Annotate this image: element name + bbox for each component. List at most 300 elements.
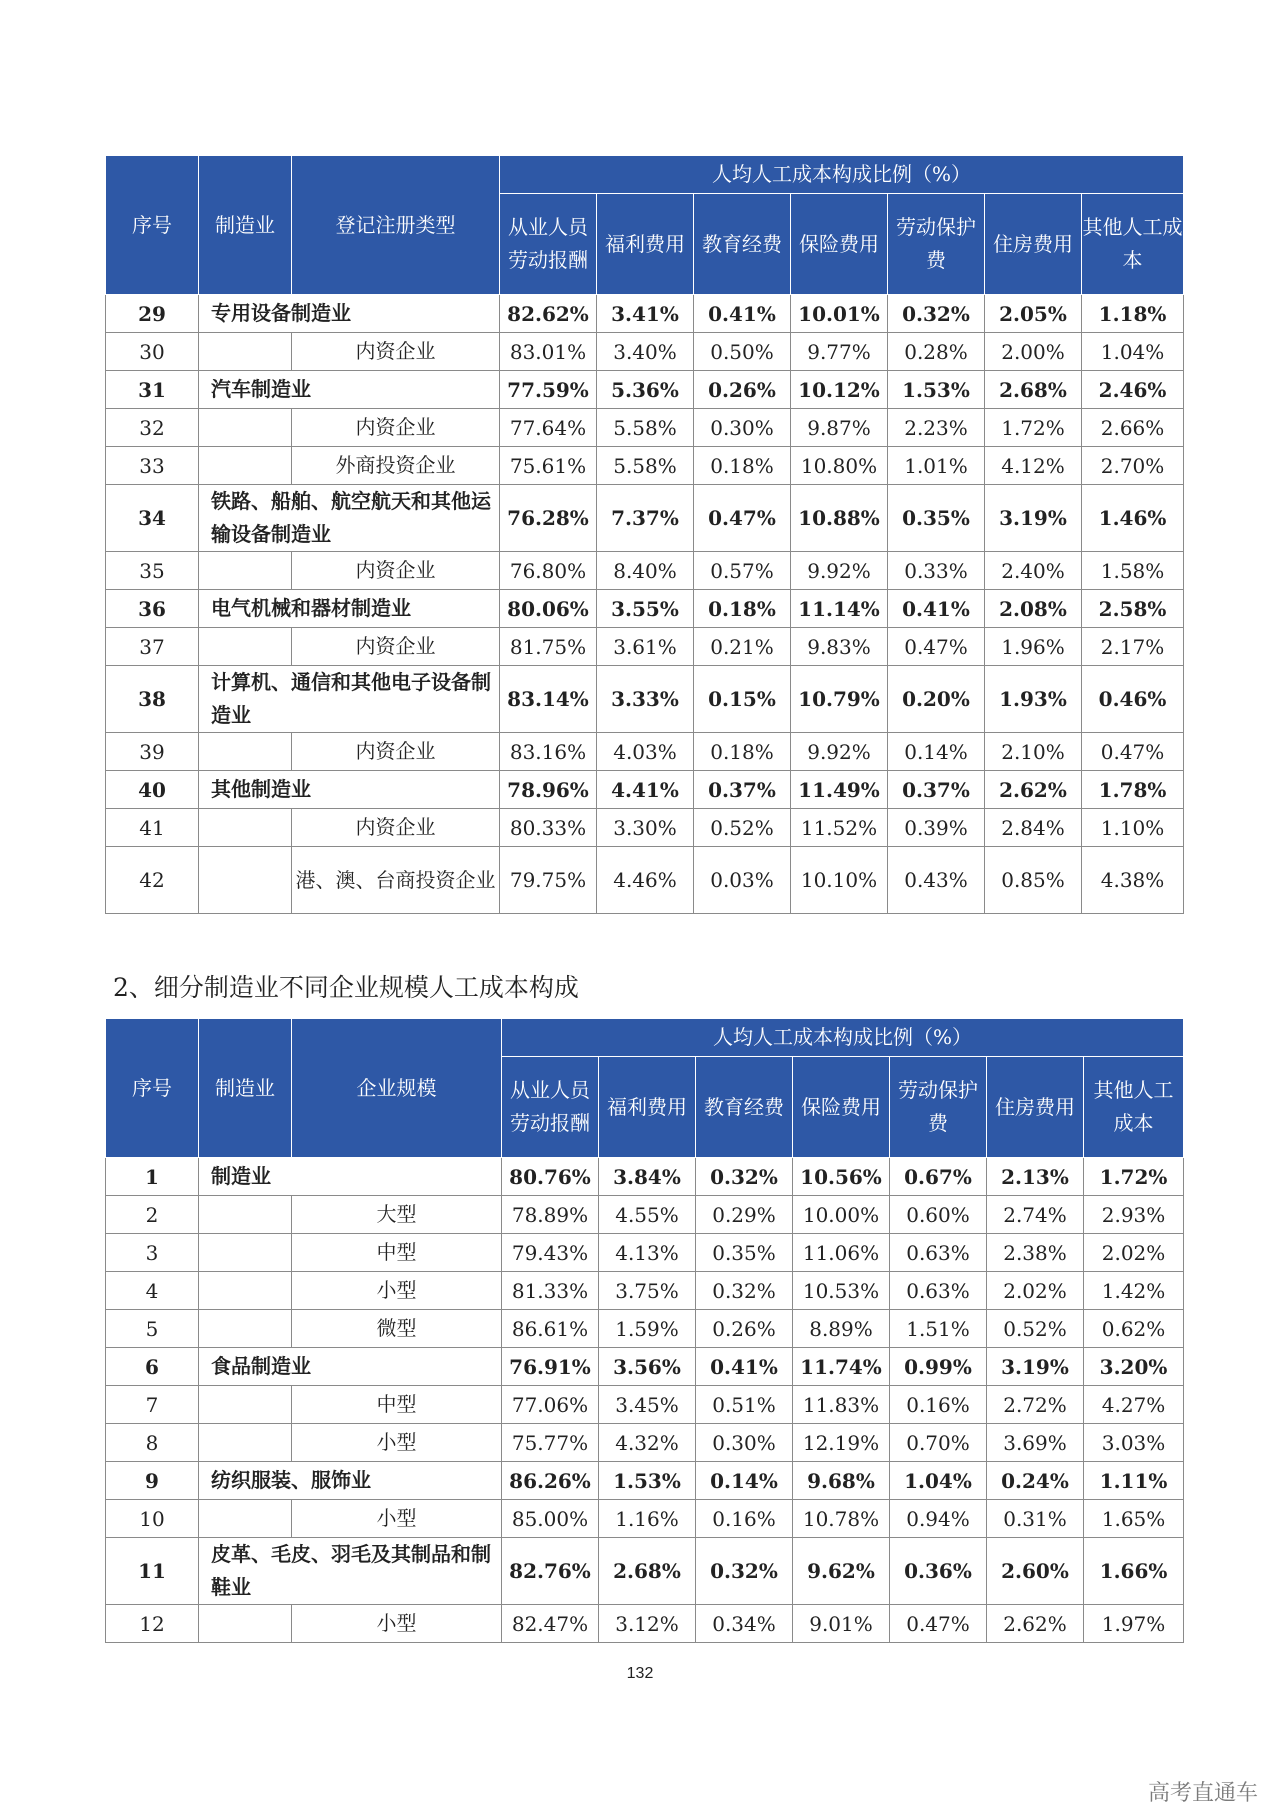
row-industry-blank [199, 733, 292, 771]
row-value: 0.46% [1082, 666, 1184, 733]
row-value: 4.13% [599, 1234, 696, 1272]
row-industry-blank [199, 809, 292, 847]
row-value: 78.96% [500, 771, 597, 809]
row-value: 2.02% [1084, 1234, 1184, 1272]
row-value: 2.17% [1082, 628, 1184, 666]
row-seq: 36 [106, 590, 199, 628]
row-value: 2.08% [985, 590, 1082, 628]
row-value: 1.51% [890, 1310, 987, 1348]
header-cost-ratio-group: 人均人工成本构成比例（%） [502, 1019, 1184, 1057]
row-value: 0.21% [694, 628, 791, 666]
row-seq: 41 [106, 809, 199, 847]
row-value: 0.37% [694, 771, 791, 809]
row-value: 0.15% [694, 666, 791, 733]
row-seq: 32 [106, 409, 199, 447]
row-type: 中型 [292, 1386, 502, 1424]
row-value: 83.01% [500, 333, 597, 371]
row-value: 1.01% [888, 447, 985, 485]
row-value: 3.12% [599, 1605, 696, 1643]
row-value: 10.56% [793, 1158, 890, 1196]
row-seq: 7 [106, 1386, 199, 1424]
row-value: 1.53% [888, 371, 985, 409]
row-seq: 3 [106, 1234, 199, 1272]
row-value: 0.47% [694, 485, 791, 552]
row-type: 中型 [292, 1234, 502, 1272]
row-value: 0.32% [696, 1538, 793, 1605]
row-value: 0.35% [888, 485, 985, 552]
row-value: 11.06% [793, 1234, 890, 1272]
row-value: 0.63% [890, 1234, 987, 1272]
row-value: 0.47% [890, 1605, 987, 1643]
row-type: 内资企业 [292, 809, 500, 847]
row-type: 小型 [292, 1605, 502, 1643]
row-industry-blank [199, 1272, 292, 1310]
header-registration-type: 登记注册类型 [292, 156, 500, 295]
row-value: 3.20% [1084, 1348, 1184, 1386]
table-row [106, 1310, 1184, 1348]
row-value: 3.33% [597, 666, 694, 733]
row-seq: 9 [106, 1462, 199, 1500]
row-value: 86.61% [502, 1310, 599, 1348]
row-value: 0.51% [696, 1386, 793, 1424]
row-seq: 10 [106, 1500, 199, 1538]
table-row [106, 447, 1184, 485]
table-row [106, 1234, 1184, 1272]
row-value: 0.03% [694, 847, 791, 914]
row-value: 1.11% [1084, 1462, 1184, 1500]
page-number: 132 [626, 1665, 654, 1682]
header-seq: 序号 [106, 1019, 199, 1158]
row-value: 0.37% [888, 771, 985, 809]
row-value: 80.76% [502, 1158, 599, 1196]
row-value: 1.72% [1084, 1158, 1184, 1196]
table-row [106, 771, 1184, 809]
row-value: 3.55% [597, 590, 694, 628]
row-value: 0.35% [696, 1234, 793, 1272]
row-value: 4.32% [599, 1424, 696, 1462]
row-seq: 6 [106, 1348, 199, 1386]
row-industry: 食品制造业 [199, 1348, 502, 1386]
row-value: 3.69% [987, 1424, 1084, 1462]
row-seq: 30 [106, 333, 199, 371]
row-value: 0.50% [694, 333, 791, 371]
row-industry-blank [199, 1234, 292, 1272]
header-col: 福利费用 [599, 1057, 696, 1158]
row-value: 0.24% [987, 1462, 1084, 1500]
row-value: 75.77% [502, 1424, 599, 1462]
labor-cost-by-size-table [105, 1018, 1184, 1643]
row-value: 0.18% [694, 590, 791, 628]
row-value: 4.55% [599, 1196, 696, 1234]
row-industry-blank [199, 409, 292, 447]
row-value: 0.57% [694, 552, 791, 590]
header-col: 住房费用 [987, 1057, 1084, 1158]
row-industry-blank [199, 1196, 292, 1234]
row-value: 1.04% [890, 1462, 987, 1500]
row-value: 0.41% [696, 1348, 793, 1386]
row-industry-blank [199, 628, 292, 666]
row-value: 1.46% [1082, 485, 1184, 552]
row-value: 9.83% [791, 628, 888, 666]
row-value: 5.36% [597, 371, 694, 409]
row-value: 81.75% [500, 628, 597, 666]
row-value: 81.33% [502, 1272, 599, 1310]
watermark: 高考直通车 [1147, 1781, 1258, 1806]
row-seq: 33 [106, 447, 199, 485]
row-value: 9.87% [791, 409, 888, 447]
header-col: 保险费用 [791, 194, 888, 295]
row-value: 1.66% [1084, 1538, 1184, 1605]
row-industry: 汽车制造业 [199, 371, 500, 409]
row-value: 2.40% [985, 552, 1082, 590]
row-value: 11.83% [793, 1386, 890, 1424]
row-value: 9.92% [791, 552, 888, 590]
table-row [106, 552, 1184, 590]
row-value: 0.99% [890, 1348, 987, 1386]
row-value: 4.38% [1082, 847, 1184, 914]
row-value: 3.40% [597, 333, 694, 371]
row-value: 1.16% [599, 1500, 696, 1538]
row-value: 9.68% [793, 1462, 890, 1500]
row-type: 外商投资企业 [292, 447, 500, 485]
row-value: 82.76% [502, 1538, 599, 1605]
table-row [106, 809, 1184, 847]
header-col: 劳动保护费 [890, 1057, 987, 1158]
row-industry: 制造业 [199, 1158, 502, 1196]
row-value: 10.78% [793, 1500, 890, 1538]
row-value: 10.79% [791, 666, 888, 733]
table-row [106, 1196, 1184, 1234]
row-value: 0.20% [888, 666, 985, 733]
row-value: 0.26% [696, 1310, 793, 1348]
row-value: 1.59% [599, 1310, 696, 1348]
row-value: 1.93% [985, 666, 1082, 733]
header-col: 教育经费 [694, 194, 791, 295]
row-industry: 计算机、通信和其他电子设备制造业 [199, 666, 500, 733]
table-row [106, 1424, 1184, 1462]
row-industry-blank [199, 1310, 292, 1348]
row-value: 1.18% [1082, 295, 1184, 333]
row-seq: 5 [106, 1310, 199, 1348]
header-col: 从业人员劳动报酬 [502, 1057, 599, 1158]
row-value: 77.64% [500, 409, 597, 447]
row-seq: 8 [106, 1424, 199, 1462]
row-value: 1.96% [985, 628, 1082, 666]
row-value: 75.61% [500, 447, 597, 485]
row-type: 内资企业 [292, 333, 500, 371]
row-value: 82.62% [500, 295, 597, 333]
header-col: 保险费用 [793, 1057, 890, 1158]
row-value: 0.14% [696, 1462, 793, 1500]
row-value: 2.38% [987, 1234, 1084, 1272]
row-industry-blank [199, 552, 292, 590]
row-type: 内资企业 [292, 733, 500, 771]
row-seq: 39 [106, 733, 199, 771]
row-value: 2.93% [1084, 1196, 1184, 1234]
row-value: 0.33% [888, 552, 985, 590]
row-seq: 34 [106, 485, 199, 552]
row-industry-blank [199, 847, 292, 914]
row-seq: 38 [106, 666, 199, 733]
row-value: 1.65% [1084, 1500, 1184, 1538]
row-value: 2.00% [985, 333, 1082, 371]
row-seq: 1 [106, 1158, 199, 1196]
row-seq: 29 [106, 295, 199, 333]
row-value: 10.80% [791, 447, 888, 485]
row-value: 3.61% [597, 628, 694, 666]
row-value: 11.49% [791, 771, 888, 809]
row-industry: 铁路、船舶、航空航天和其他运输设备制造业 [199, 485, 500, 552]
row-value: 3.41% [597, 295, 694, 333]
row-value: 12.19% [793, 1424, 890, 1462]
table-row [106, 1348, 1184, 1386]
row-value: 4.27% [1084, 1386, 1184, 1424]
row-type: 大型 [292, 1196, 502, 1234]
row-type: 微型 [292, 1310, 502, 1348]
row-industry-blank [199, 1386, 292, 1424]
table-row [106, 295, 1184, 333]
row-seq: 40 [106, 771, 199, 809]
row-value: 0.41% [888, 590, 985, 628]
row-value: 2.70% [1082, 447, 1184, 485]
row-value: 76.91% [502, 1348, 599, 1386]
row-value: 2.46% [1082, 371, 1184, 409]
row-industry-blank [199, 333, 292, 371]
row-value: 3.19% [987, 1348, 1084, 1386]
row-seq: 2 [106, 1196, 199, 1234]
header-industry: 制造业 [199, 156, 292, 295]
table-row [106, 409, 1184, 447]
header-col: 从业人员劳动报酬 [500, 194, 597, 295]
table-row [106, 847, 1184, 914]
row-value: 2.13% [987, 1158, 1084, 1196]
row-type: 内资企业 [292, 409, 500, 447]
row-value: 0.18% [694, 733, 791, 771]
row-value: 10.01% [791, 295, 888, 333]
row-value: 0.85% [985, 847, 1082, 914]
row-value: 76.80% [500, 552, 597, 590]
row-value: 3.03% [1084, 1424, 1184, 1462]
table-row [106, 1605, 1184, 1643]
table-row [106, 1158, 1184, 1196]
row-value: 2.66% [1082, 409, 1184, 447]
row-value: 0.29% [696, 1196, 793, 1234]
row-type: 小型 [292, 1272, 502, 1310]
table-row [106, 666, 1184, 733]
row-value: 2.58% [1082, 590, 1184, 628]
header-cost-ratio-group: 人均人工成本构成比例（%） [500, 156, 1184, 194]
row-value: 0.31% [987, 1500, 1084, 1538]
row-type: 小型 [292, 1424, 502, 1462]
row-value: 3.84% [599, 1158, 696, 1196]
row-value: 80.06% [500, 590, 597, 628]
row-seq: 35 [106, 552, 199, 590]
row-value: 0.14% [888, 733, 985, 771]
row-value: 77.06% [502, 1386, 599, 1424]
row-value: 2.10% [985, 733, 1082, 771]
row-value: 10.88% [791, 485, 888, 552]
row-value: 0.47% [888, 628, 985, 666]
row-value: 1.72% [985, 409, 1082, 447]
row-value: 0.16% [890, 1386, 987, 1424]
row-value: 86.26% [502, 1462, 599, 1500]
row-seq: 31 [106, 371, 199, 409]
table-row [106, 1272, 1184, 1310]
row-value: 0.32% [696, 1158, 793, 1196]
row-value: 0.36% [890, 1538, 987, 1605]
row-value: 3.30% [597, 809, 694, 847]
row-value: 1.97% [1084, 1605, 1184, 1643]
row-value: 0.16% [696, 1500, 793, 1538]
header-industry: 制造业 [199, 1019, 292, 1158]
row-seq: 12 [106, 1605, 199, 1643]
table-row [106, 1500, 1184, 1538]
row-value: 9.01% [793, 1605, 890, 1643]
row-value: 79.43% [502, 1234, 599, 1272]
table-row [106, 590, 1184, 628]
header-col: 教育经费 [696, 1057, 793, 1158]
row-seq: 4 [106, 1272, 199, 1310]
row-value: 10.53% [793, 1272, 890, 1310]
row-value: 9.62% [793, 1538, 890, 1605]
row-value: 0.30% [696, 1424, 793, 1462]
row-value: 0.52% [694, 809, 791, 847]
row-value: 0.32% [888, 295, 985, 333]
table-row [106, 733, 1184, 771]
row-type: 内资企业 [292, 628, 500, 666]
row-value: 83.16% [500, 733, 597, 771]
table-row [106, 371, 1184, 409]
row-value: 77.59% [500, 371, 597, 409]
row-value: 1.10% [1082, 809, 1184, 847]
row-value: 5.58% [597, 409, 694, 447]
row-value: 83.14% [500, 666, 597, 733]
header-col: 其他人工成本 [1082, 194, 1184, 295]
row-value: 3.75% [599, 1272, 696, 1310]
row-value: 0.32% [696, 1272, 793, 1310]
row-value: 0.94% [890, 1500, 987, 1538]
table-row [106, 1538, 1184, 1605]
row-value: 0.70% [890, 1424, 987, 1462]
row-value: 3.56% [599, 1348, 696, 1386]
row-value: 3.45% [599, 1386, 696, 1424]
row-value: 8.40% [597, 552, 694, 590]
row-value: 10.12% [791, 371, 888, 409]
row-value: 7.37% [597, 485, 694, 552]
row-value: 0.39% [888, 809, 985, 847]
row-value: 0.67% [890, 1158, 987, 1196]
row-value: 2.84% [985, 809, 1082, 847]
header-col: 福利费用 [597, 194, 694, 295]
row-industry-blank [199, 1500, 292, 1538]
row-value: 5.58% [597, 447, 694, 485]
table-row [106, 1462, 1184, 1500]
row-value: 11.74% [793, 1348, 890, 1386]
row-industry-blank [199, 1424, 292, 1462]
section-title: 2、细分制造业不同企业规模人工成本构成 [113, 973, 579, 1002]
header-col: 其他人工成本 [1084, 1057, 1184, 1158]
header-col: 劳动保护费 [888, 194, 985, 295]
row-value: 76.28% [500, 485, 597, 552]
row-type: 小型 [292, 1500, 502, 1538]
row-value: 0.52% [987, 1310, 1084, 1348]
row-value: 1.42% [1084, 1272, 1184, 1310]
table-row [106, 628, 1184, 666]
row-value: 0.60% [890, 1196, 987, 1234]
row-value: 4.46% [597, 847, 694, 914]
row-value: 2.62% [985, 771, 1082, 809]
row-value: 2.68% [985, 371, 1082, 409]
row-value: 0.34% [696, 1605, 793, 1643]
row-value: 9.77% [791, 333, 888, 371]
row-value: 0.30% [694, 409, 791, 447]
row-value: 2.60% [987, 1538, 1084, 1605]
row-value: 11.52% [791, 809, 888, 847]
row-value: 0.41% [694, 295, 791, 333]
row-seq: 37 [106, 628, 199, 666]
header-seq: 序号 [106, 156, 199, 295]
row-value: 0.47% [1082, 733, 1184, 771]
header-col: 住房费用 [985, 194, 1082, 295]
row-value: 1.53% [599, 1462, 696, 1500]
row-value: 0.62% [1084, 1310, 1184, 1348]
row-value: 2.72% [987, 1386, 1084, 1424]
row-value: 3.19% [985, 485, 1082, 552]
row-industry: 专用设备制造业 [199, 295, 500, 333]
row-value: 0.26% [694, 371, 791, 409]
row-value: 10.00% [793, 1196, 890, 1234]
table-row [106, 1386, 1184, 1424]
row-type: 内资企业 [292, 552, 500, 590]
header-enterprise-size: 企业规模 [292, 1019, 502, 1158]
row-seq: 42 [106, 847, 199, 914]
row-value: 1.78% [1082, 771, 1184, 809]
row-industry: 其他制造业 [199, 771, 500, 809]
row-value: 0.43% [888, 847, 985, 914]
row-value: 10.10% [791, 847, 888, 914]
row-value: 2.23% [888, 409, 985, 447]
row-value: 1.04% [1082, 333, 1184, 371]
row-industry-blank [199, 1605, 292, 1643]
row-value: 2.62% [987, 1605, 1084, 1643]
row-value: 0.18% [694, 447, 791, 485]
row-value: 2.05% [985, 295, 1082, 333]
row-industry: 皮革、毛皮、羽毛及其制品和制鞋业 [199, 1538, 502, 1605]
row-value: 9.92% [791, 733, 888, 771]
row-industry: 纺织服装、服饰业 [199, 1462, 502, 1500]
row-value: 0.63% [890, 1272, 987, 1310]
row-value: 4.41% [597, 771, 694, 809]
table-row [106, 333, 1184, 371]
row-value: 4.03% [597, 733, 694, 771]
row-seq: 11 [106, 1538, 199, 1605]
row-value: 1.58% [1082, 552, 1184, 590]
row-value: 2.68% [599, 1538, 696, 1605]
row-value: 4.12% [985, 447, 1082, 485]
row-type: 港、澳、台商投资企业 [292, 847, 500, 914]
row-value: 2.02% [987, 1272, 1084, 1310]
row-value: 11.14% [791, 590, 888, 628]
row-value: 8.89% [793, 1310, 890, 1348]
row-value: 80.33% [500, 809, 597, 847]
row-value: 78.89% [502, 1196, 599, 1234]
row-value: 82.47% [502, 1605, 599, 1643]
row-industry-blank [199, 447, 292, 485]
labor-cost-by-registration-table [105, 155, 1184, 914]
table-row [106, 485, 1184, 552]
row-value: 0.28% [888, 333, 985, 371]
row-value: 85.00% [502, 1500, 599, 1538]
